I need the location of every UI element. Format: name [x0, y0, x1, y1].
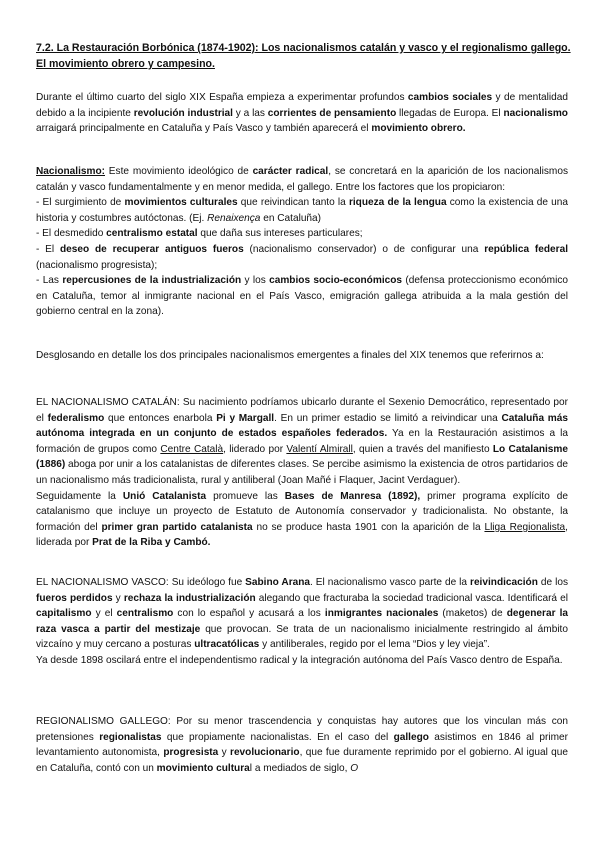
vasco-bold: Sabino Arana [245, 577, 311, 588]
catalan-text: , liderado por [223, 443, 287, 455]
gallego-bold: regionalistas [99, 731, 162, 743]
catalan-underlined: Valentí Almirall [286, 443, 353, 455]
factor-text: - El desmedido [36, 228, 107, 240]
gallego-text: l a mediados de siglo, [249, 762, 351, 774]
factor-bold: cambios socio-económicos [269, 275, 403, 287]
nacionalismo-label: Nacionalismo: [36, 166, 105, 177]
factor-bold: movimientos culturales [124, 197, 238, 209]
intro-text: arraigará principalmente en Cataluña y País Vasco y también aparecerá el [36, 123, 372, 135]
nacionalismo-paragraph [36, 164, 568, 320]
vasco-text: EL NACIONALISMO VASCO: Su ideólogo fue [36, 577, 246, 588]
catalan-text: primer programa explícito de catalanismo que incluye un proyecto de Estatuto de Autonomía conservador y tradicionalista. No obstante, la formación del [36, 490, 569, 533]
catalan-bold: Bases de Manresa (1892), [284, 490, 421, 502]
catalan-underlined: Centre Català [160, 443, 224, 455]
factor-text: en Cataluña) [260, 212, 322, 224]
factor-item-3 [36, 244, 568, 271]
factor-text: que daña sus intereses particulares; [197, 228, 363, 240]
factor-item-1 [36, 197, 568, 224]
vasco-bold: reivindicación [470, 577, 538, 588]
catalan-bold: Prat de la Riba y Cambó. [92, 537, 211, 549]
intro-bold: corrientes de pensamiento [267, 107, 397, 119]
vasco-bold: rechaza la industrialización [123, 592, 256, 604]
vasco-paragraph [36, 575, 568, 669]
intro-bold: nacionalismo [503, 107, 568, 119]
vasco-bold: degenerar la raza vasca a partir del mestizaje [36, 608, 568, 635]
catalan-bold: primer gran partido catalanista [101, 521, 253, 533]
gallego-paragraph [36, 714, 568, 776]
gallego-bold: revolucionario [230, 747, 300, 759]
factor-bold: repercusiones de la industrialización [62, 275, 242, 287]
document-title: 7.2. La Restauración Borbónica (1874-1902): Los nacionalismos catalán y vasco y el regionalismo gallego. El movimiento obrero y campesino. [36, 42, 571, 70]
factor-text: (nacionalismo conservador) o de configurar una [243, 243, 485, 255]
intro-bold: movimiento obrero. [371, 123, 466, 135]
nacionalismo-text: Este movimiento ideológico de [105, 166, 253, 177]
nacionalismo-bold: carácter radical [252, 166, 329, 177]
catalan-text: , quien a través del manifiesto [352, 443, 493, 455]
gallego-text: que propiamente nacionalistas. En el caso del [161, 731, 394, 743]
factor-text: - Las [36, 275, 63, 287]
gallego-text: REGIONALISMO GALLEGO: Por su menor trascendencia y conquistas hay autores que los vinculan más con pretensiones [36, 716, 568, 743]
catalan-text: EL NACIONALISMO CATALÁN: Su nacimiento podríamos ubicarlo durante el Sexenio Democrático, representado por el [36, 397, 568, 424]
catalan-bold: Lo Catalanisme (1886) [36, 443, 569, 471]
vasco-text: con lo español y acusará a los [173, 608, 325, 620]
vasco-text: Ya desde 1898 oscilará entre el independentismo radical y la integración autónoma del País Vasco dentro de España. [36, 654, 563, 666]
factor-italic: Renaixença [207, 212, 261, 224]
catalan-text: aboga por unir a los catalanistas de diferentes clases. Se percibe asimismo la existencia de otros partidarios de un nacionalismo más tradicionalista, rural y antiliberal (Joan Mañé i Flaquer, Jacint Verdaguer). [36, 459, 568, 486]
vasco-bold: ultracatólicas [194, 639, 260, 651]
vasco-text: y antiliberales, regido por el lema “Dios y ley vieja”. [259, 639, 490, 651]
catalan-text: no se produce hasta 1901 con la aparición de la [252, 521, 485, 533]
gallego-italic: O [350, 762, 359, 774]
catalan-paragraph [36, 395, 568, 551]
vasco-text: (maketos) de [438, 608, 507, 620]
catalan-text: . En un primer estadio se limitó a reivindicar una [274, 412, 502, 424]
intro-text: Durante el último cuarto del siglo XIX España empieza a experimentar profundos [36, 92, 408, 103]
gallego-bold: movimiento cultura [156, 762, 250, 774]
factor-bold: centralismo estatal [106, 228, 198, 240]
factor-bold: deseo de recuperar antiguos fueros [59, 243, 244, 255]
intro-text: llegadas de Europa. El [396, 107, 504, 119]
vasco-bold: inmigrantes nacionales [324, 608, 439, 620]
gallego-bold: gallego [393, 731, 429, 743]
factor-text: que reivindican tanto la [237, 197, 349, 209]
vasco-bold: fueros perdidos [36, 592, 113, 604]
factor-text: como la existencia de una historia y costumbres autóctonas. (Ej. [36, 197, 568, 224]
vasco-text: y el [91, 608, 117, 620]
vasco-text: de los [537, 577, 568, 588]
catalan-text: , liderada por [36, 521, 568, 549]
factor-text: (defensa proteccionismo económico en Cataluña, temor al inmigrante nacional en el País Vasco, emigración gallega atribuida a la mala gestión del gobierno central en la zona). [36, 275, 568, 318]
gallego-bold: progresista [163, 747, 219, 759]
desglose-paragraph: Desglosando en detalle los dos principales nacionalismos emergentes a finales del XIX tenemos que referirnos a: [36, 350, 544, 361]
catalan-bold: Cataluña más autónoma integrada en un conjunto de estados españoles federados. [36, 412, 568, 440]
gallego-text: , que fue duramente reprimido por el gobierno. Al igual que en Cataluña, contó con un [36, 747, 569, 774]
vasco-text: y [112, 592, 124, 604]
vasco-bold: centralismo [116, 608, 174, 620]
intro-bold: cambios sociales [407, 92, 493, 103]
factor-bold: república federal [484, 243, 568, 255]
vasco-text: que provocan. Se trata de un nacionalismo inicialmente restringido al ámbito vizcaíno y muy cercano a posturas [36, 623, 568, 651]
catalan-bold: Pi y Margall [216, 412, 275, 424]
factor-item-4 [36, 275, 568, 317]
catalan-text: promueve las [206, 490, 285, 502]
intro-text: y de mentalidad debido a la incipiente [36, 92, 568, 119]
catalan-bold: Unió Catalanista [122, 490, 207, 502]
catalan-text: Ya en la Restauración asistimos a la formación de grupos como [36, 428, 569, 455]
catalan-text: Seguidamente la [36, 490, 123, 502]
catalan-text: que entonces enarbola [104, 412, 217, 424]
gallego-text: y [218, 747, 231, 759]
gallego-text: asistimos en 1846 al primer levantamiento autonomista, [36, 731, 568, 759]
catalan-underlined: Lliga Regionalista [484, 521, 566, 533]
catalan-bold: federalismo [47, 412, 105, 424]
intro-paragraph [36, 90, 568, 137]
factor-text: - El [36, 243, 60, 255]
factor-text: (nacionalismo progresista); [36, 259, 158, 271]
intro-bold: revolución industrial [133, 107, 233, 119]
vasco-bold: capitalismo [36, 608, 92, 620]
factor-item-2 [36, 228, 363, 239]
nacionalismo-text: , se concretará en la aparición de los nacionalismos catalán y vasco fundamentalmente y en menor medida, el gallego. Entre los factores que los propiciaron: [36, 166, 569, 193]
factor-text: - El surgimiento de [36, 197, 125, 209]
vasco-text: . El nacionalismo vasco parte de la [310, 577, 471, 588]
factor-text: y los [241, 275, 270, 287]
factor-bold: riqueza de la lengua [348, 197, 447, 209]
intro-text: y a las [232, 107, 268, 119]
vasco-text: alegando que fracturaba la sociedad tradicional vasca. Identificará el [255, 592, 568, 604]
